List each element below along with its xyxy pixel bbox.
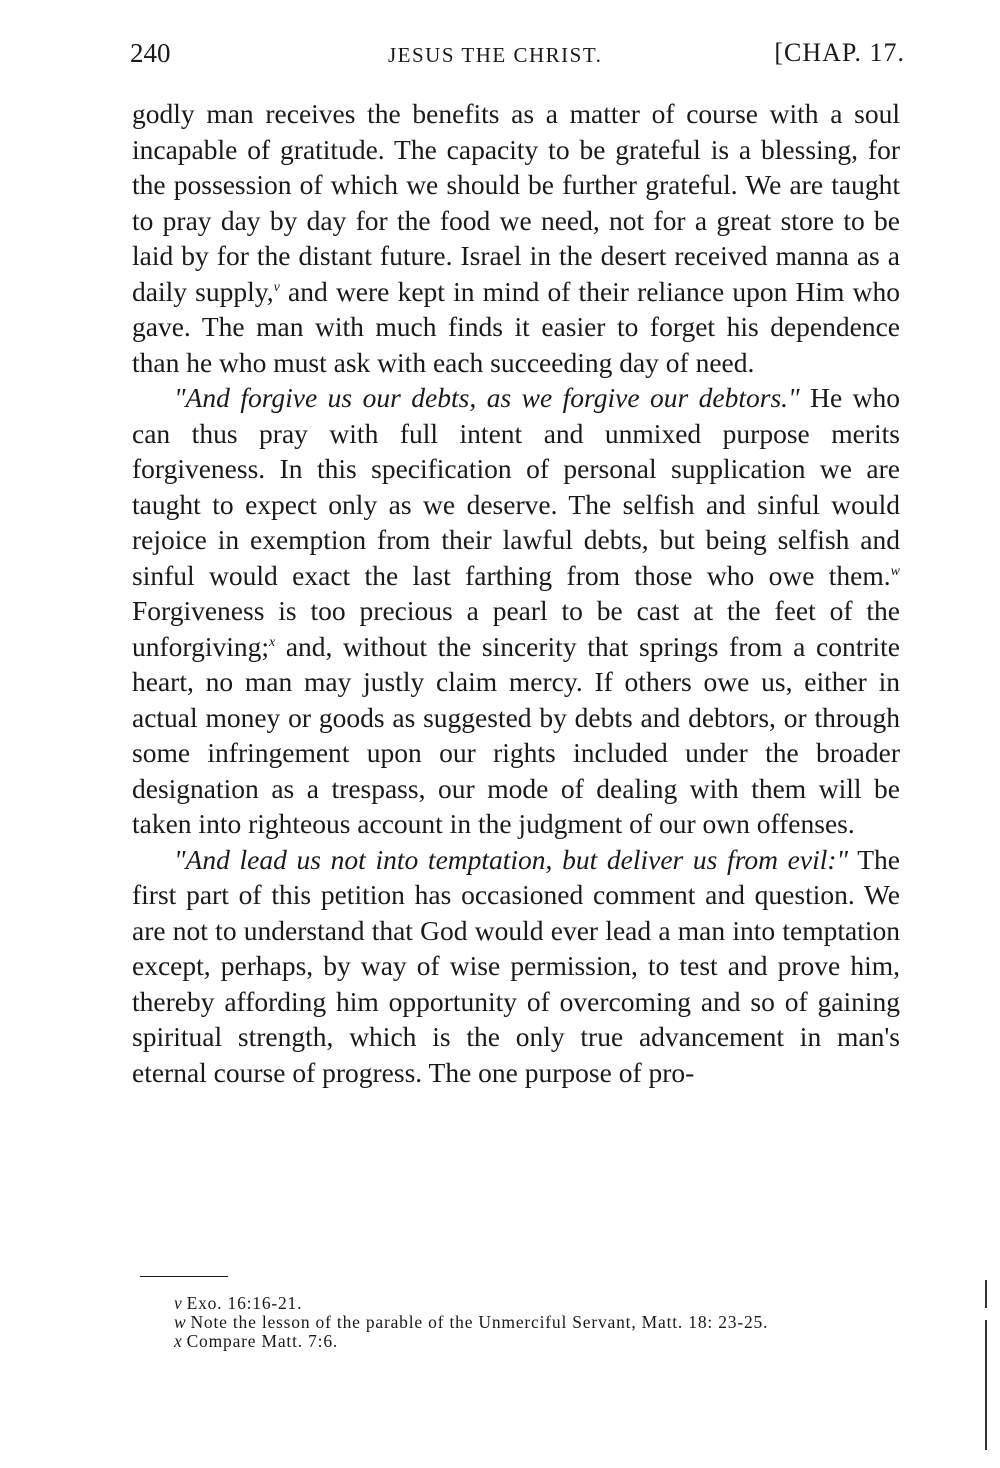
footnote-mark: x bbox=[174, 1331, 183, 1351]
page-number: 240 bbox=[130, 38, 171, 68]
running-title: JESUS THE CHRIST. bbox=[388, 43, 603, 67]
footnote-v bbox=[132, 1294, 904, 1313]
prayer-quote-temptation: "And lead us not into temptation, but deliver us from evil:" bbox=[174, 843, 849, 875]
paragraph-3 bbox=[132, 842, 900, 1091]
paragraph-2-tail: and, without the sincerity that springs from a contrite heart, no man may justly claim mercy. If others owe us, either in actual money or goods as suggested by debts and debtors, or through some infringement upon our rights included under the broader designation as a trespass, our mode of dealing with them will be taken into righteous account in the judgment of our own offenses. bbox=[132, 630, 900, 839]
footnote-text: Note the lesson of the parable of the Unmerciful Servant, Matt. 18: 23-25. bbox=[190, 1312, 769, 1332]
footnote-x bbox=[132, 1332, 904, 1351]
paragraph-2-text: He who can thus pray with full intent and unmixed purpose merits forgiveness. In this specification of personal supplication we are taught to expect only as we deserve. The selfish and sinful would rejoice in exemption from their lawful debts, but being selfish and sinful would exact the last farthing from those who owe them. bbox=[132, 382, 900, 591]
footnote-text: Exo. 16:16-21. bbox=[186, 1293, 303, 1313]
paragraph-3-text: The first part of this petition has occasioned comment and question. We are not to understand that God would ever lead a man into temptation except, perhaps, by way of wise permission, to test and prove him, thereby affording him opportunity of overcoming and so of gaining spiritual strength, which is the only true advancement in man's eternal course of progress. The one purpose of pro- bbox=[132, 843, 900, 1088]
footnote-divider bbox=[140, 1276, 228, 1277]
footnote-w bbox=[132, 1313, 904, 1332]
footnote-ref-v: v bbox=[273, 279, 280, 295]
footnote-text: Compare Matt. 7:6. bbox=[186, 1331, 339, 1351]
prayer-quote-forgive: "And forgive us our debts, as we forgive our debtors." bbox=[174, 382, 800, 413]
footnote-mark: v bbox=[174, 1293, 183, 1313]
footnotes bbox=[132, 1294, 904, 1351]
scan-edge-mark bbox=[985, 1280, 987, 1308]
footnote-ref-w: w bbox=[890, 563, 900, 579]
running-header bbox=[130, 38, 905, 78]
paragraph-1 bbox=[132, 96, 900, 380]
paragraph-1-tail: and were kept in mind of their reliance upon Him who gave. The man with much finds it easier to forget his dependence than he who must ask with each succeeding day of need. bbox=[132, 275, 901, 378]
chapter-label: [CHAP. 17. bbox=[774, 38, 905, 67]
paragraph-2 bbox=[132, 380, 900, 842]
scan-edge-mark bbox=[985, 1320, 987, 1450]
body-text bbox=[132, 96, 900, 1090]
paragraph-2-mid: Forgiveness is too precious a pearl to be cast at the feet of the unforgiving; bbox=[132, 595, 900, 662]
footnote-mark: w bbox=[174, 1312, 187, 1332]
paragraph-1-text: godly man receives the benefits as a matter of course with a soul incapable of gratitude. The capacity to be grateful is a blessing, for the possession of which we should be further grateful. We are taught to pray day by day for the food we need, not for a great store to be laid by for the distant future. Israel in the desert received manna as a daily supply, bbox=[132, 98, 900, 307]
footnote-ref-x: x bbox=[269, 634, 276, 650]
